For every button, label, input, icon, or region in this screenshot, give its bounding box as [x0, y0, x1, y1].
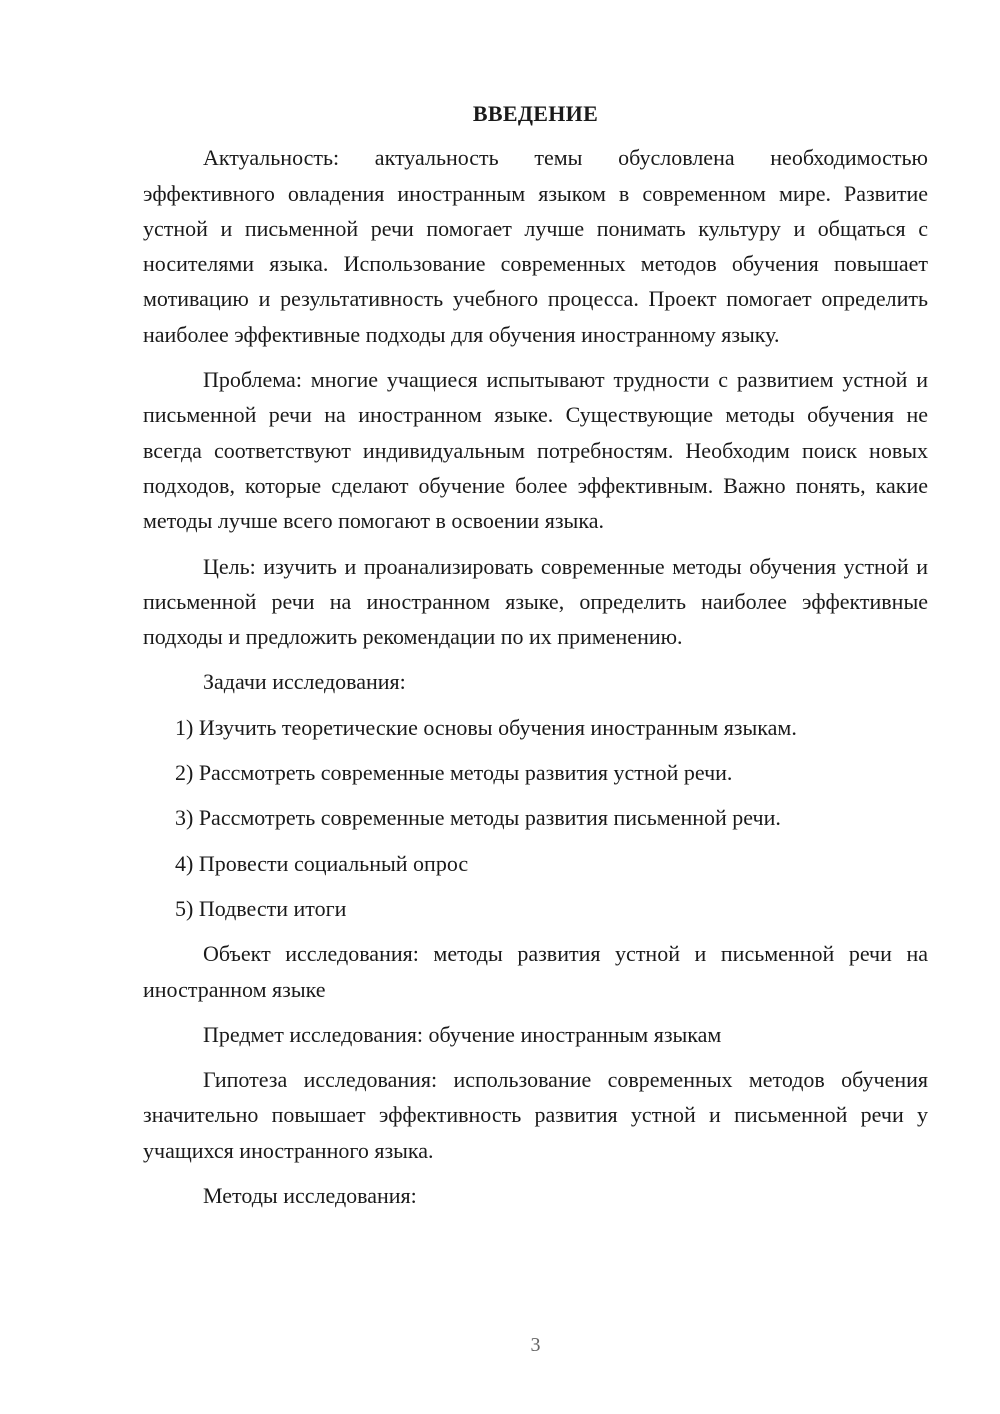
- list-item: 3) Рассмотреть современные методы развития письменной речи.: [175, 805, 781, 831]
- subject-paragraph: Предмет исследования: обучение иностранным языкам: [203, 1021, 722, 1047]
- tasks-list: [143, 710, 928, 926]
- document-page: [143, 96, 928, 1223]
- problem-paragraph: Проблема: многие учащиеся испытывают трудности с развитием устной и письменной речи на иностранном языке. Существующие методы обучения не всегда соответствуют индивидуальным потребностям. Необходим поиск новых подходов, которые сделают обучение более эффективным. Важно понять, какие методы лучше всего помогают в освоении языка.: [143, 367, 928, 534]
- relevance-paragraph: Актуальность: актуальность темы обусловлена необходимостью эффективного овладения иностранным языком в современном мире. Развитие устной и письменной речи помогает лучше понимать культуру и общаться с носителями языка. Использование современных методов обучения повышает мотивацию и результативность учебного процесса. Проект помогает определить наиболее эффективные подходы для обучения иностранному языку.: [143, 145, 928, 347]
- hypothesis-paragraph: Гипотеза исследования: использование современных методов обучения значительно повышает эффективность развития устной и письменной речи у учащихся иностранного языка.: [143, 1067, 928, 1163]
- list-item: 1) Изучить теоретические основы обучения иностранным языкам.: [175, 714, 797, 740]
- list-item: 4) Провести социальный опрос: [175, 850, 469, 876]
- page-number: 3: [530, 1334, 541, 1356]
- list-item: 2) Рассмотреть современные методы развития устной речи.: [175, 760, 733, 786]
- object-paragraph: Объект исследования: методы развития устной и письменной речи на иностранном языке: [143, 941, 928, 1002]
- tasks-heading: Задачи исследования:: [203, 669, 406, 695]
- document-title: ВВЕДЕНИЕ: [472, 101, 599, 126]
- methods-heading: Методы исследования:: [203, 1183, 417, 1209]
- list-item: 5) Подвести итоги: [175, 895, 347, 921]
- goal-paragraph: Цель: изучить и проанализировать современные методы обучения устной и письменной речи на иностранном языке, определить наиболее эффективные подходы и предложить рекомендации по их применению.: [143, 553, 928, 650]
